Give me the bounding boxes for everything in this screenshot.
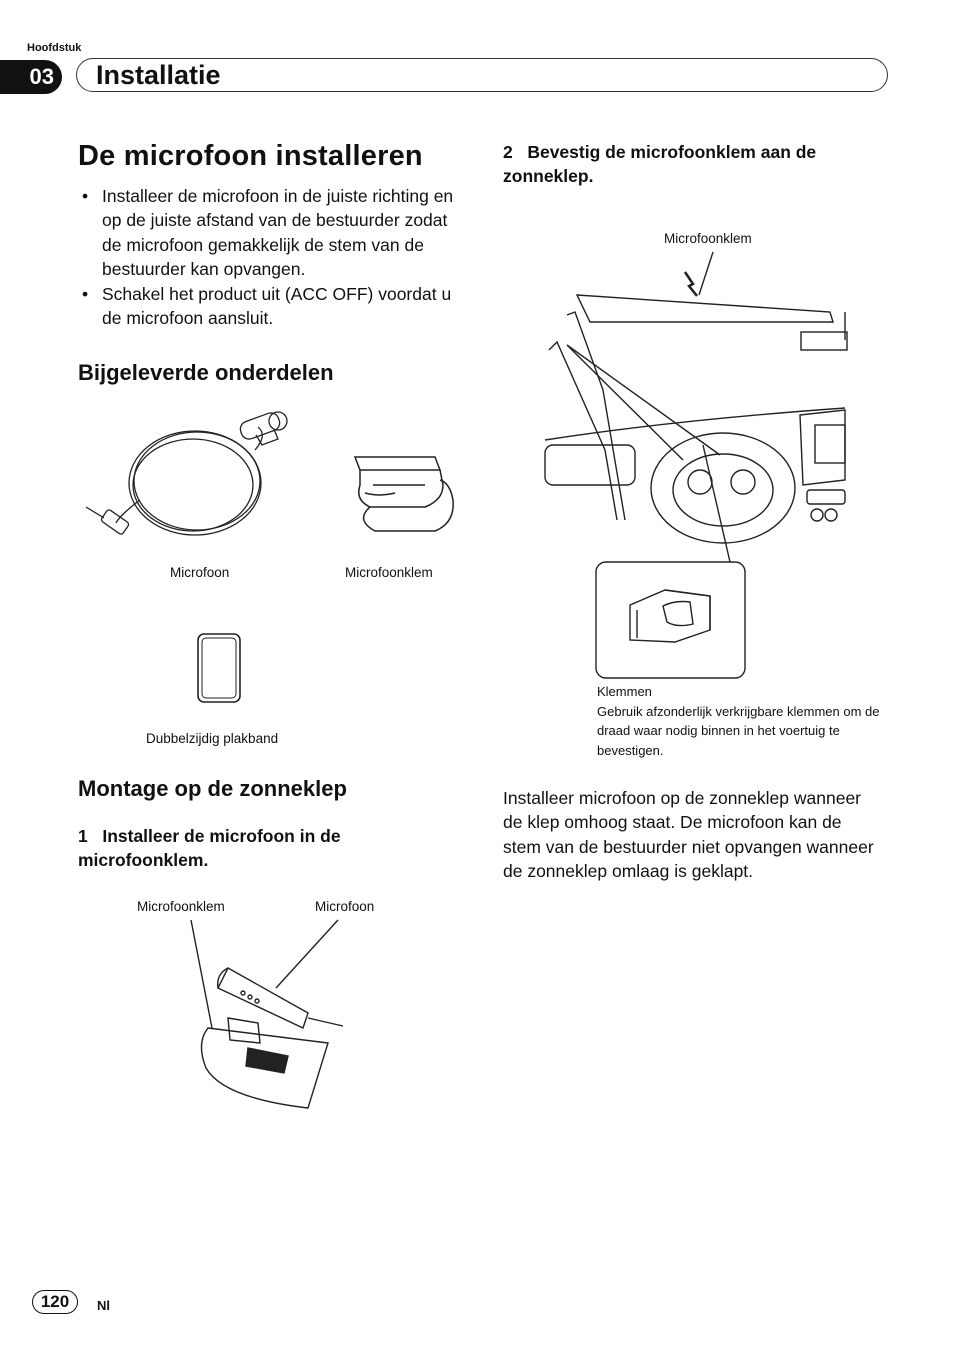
caption-clamp: Microfoonklem — [345, 565, 433, 580]
mounting-heading: Montage op de zonneklep — [78, 776, 347, 801]
step-1 — [78, 824, 458, 872]
step1-illustration — [188, 918, 348, 1118]
clips-caption — [597, 682, 882, 760]
parts-heading: Bijgeleverde onderdelen — [78, 360, 334, 385]
page-number: 120 — [32, 1290, 78, 1314]
clips-title: Klemmen — [597, 684, 652, 699]
tape-illustration — [196, 632, 242, 704]
step-number: 1 — [78, 826, 88, 846]
chapter-label: Hoofdstuk — [27, 42, 82, 54]
car-interior-illustration — [545, 250, 850, 680]
language-code: Nl — [97, 1298, 110, 1313]
step-text: Bevestig de microfoonklem aan de zonneklep. — [503, 142, 817, 186]
label-step1-clamp: Microfoonklem — [137, 899, 225, 914]
step-number: 2 — [503, 142, 513, 162]
clips-note: Gebruik afzonderlijk verkrijgbare klemmen om de draad waar nodig binnen in het voertuig te bevestigen. — [597, 703, 880, 758]
step-2 — [503, 140, 883, 188]
note-text: Installeer microfoon op de zonneklep wanneer de klep omhoog staat. De microfoon kan de stem van de bestuurder niet opvangen wanneer de zonneklep omlaag is geklapt. — [503, 788, 874, 882]
label-step2-clamp: Microfoonklem — [664, 231, 752, 246]
chapter-number-badge: 03 — [0, 60, 62, 94]
bullet-item: • Installeer de microfoon in de juiste richting en op de juiste afstand van de bestuurder zodat de microfoon gemakkelijk de stem van de bestuurder kan opvangen. — [78, 184, 470, 282]
step-text: Installeer de microfoon in de microfoonklem. — [78, 826, 341, 870]
bullet-list — [78, 184, 470, 330]
section-title: De microfoon installeren — [78, 140, 423, 172]
bullet-item: • Schakel het product uit (ACC OFF) voordat u de microfoon aansluit. — [78, 282, 470, 331]
caption-tape: Dubbelzijdig plakband — [146, 731, 279, 746]
caption-microphone: Microfoon — [170, 565, 230, 580]
label-step1-mic: Microfoon — [315, 899, 375, 914]
microphone-illustration — [80, 405, 310, 545]
clamp-illustration — [345, 445, 460, 540]
chapter-title: Installatie — [96, 60, 221, 90]
